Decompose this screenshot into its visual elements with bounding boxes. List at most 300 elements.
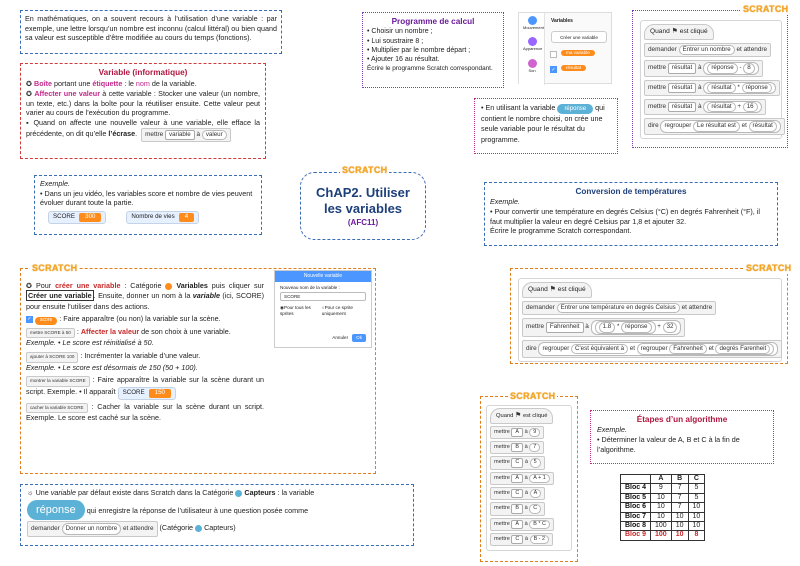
hat-text: Quand: [528, 286, 548, 293]
block-text: à: [524, 459, 529, 466]
bulb-icon: ☼: [27, 488, 36, 497]
t: variable: [192, 291, 220, 301]
table-cell: 100: [651, 521, 672, 530]
t: (ici, SCORE) pour ensuite l’utiliser dans des actions.: [26, 291, 264, 311]
op: +: [737, 102, 741, 110]
table-cell: 10: [671, 521, 688, 530]
ask-block[interactable]: [644, 43, 771, 57]
t: : Faire apparaître la variable sur la scène durant un script. Exemple. • Il apparaît: [26, 374, 264, 396]
table-row: [621, 512, 705, 521]
table-cell: 7: [671, 503, 688, 512]
conversion-text: Pour convertir une température en degrés Celsius (°C) en degrés Fahrenheit (°F), il faut multiplier la valeur en degré Celsius par 1,8 et ajouter 32.: [490, 206, 760, 226]
operand: 32: [663, 322, 678, 332]
value-field: 7: [529, 443, 540, 452]
say-block[interactable]: [644, 118, 785, 134]
ask-field: Donner un nombre: [62, 523, 122, 534]
scratch-logo: SCRATCH: [743, 4, 789, 14]
programme-footer: Écrire le programme Scratch correspondant.: [367, 64, 493, 72]
block-text: à: [697, 64, 702, 72]
value-field: B * C: [529, 520, 550, 529]
var-dropdown: C: [511, 489, 523, 498]
block-text: à: [524, 444, 528, 451]
palette-header: Variables: [551, 18, 573, 24]
b1-mid: portant une: [52, 79, 93, 89]
ask-field: Entrer un nombre: [679, 45, 735, 55]
var-dropdown: B: [511, 443, 523, 452]
block-text: mettre: [494, 520, 510, 527]
capteurs-box: [20, 484, 414, 546]
join-field: Le résultat est: [693, 121, 740, 131]
radio-icon: ○: [321, 304, 325, 310]
mettre-variable-block: [141, 128, 231, 142]
table-cell: 10: [651, 512, 672, 521]
value-field: B - 2: [530, 535, 549, 544]
block-text: à: [524, 505, 528, 512]
set-block[interactable]: [490, 441, 544, 454]
when-flag-hat[interactable]: [522, 282, 592, 298]
checkbox-icon[interactable]: [550, 51, 557, 58]
ask-block[interactable]: [522, 301, 716, 315]
category-mouvement[interactable]: [523, 16, 544, 30]
block-text: et: [629, 344, 635, 352]
block-text: à: [697, 102, 702, 110]
set-block[interactable]: [644, 80, 780, 96]
operand: 1.8: [599, 322, 616, 332]
when-flag-hat[interactable]: [490, 408, 553, 424]
conversion-label: Exemple.: [490, 197, 520, 207]
step-text: Lui soustraire 8 ;: [371, 37, 424, 45]
bullet-icon: ✪: [26, 88, 35, 98]
table-cell: 10: [688, 521, 705, 530]
note-post: qui contient le nombre choisi, on crée une seule variable pour le résultat du programme.: [481, 103, 605, 144]
t: puis cliquer sur: [207, 281, 264, 290]
block-text: regrouper: [542, 344, 570, 352]
var-dropdown: C: [511, 458, 523, 467]
block-text: et attendre: [122, 525, 154, 533]
block-text: mettre: [648, 102, 667, 110]
affecter-label: Affecter une valeur: [34, 88, 100, 98]
monitor-value: 150: [149, 389, 171, 398]
block-text: à: [697, 83, 702, 91]
vies-monitor: [126, 211, 199, 223]
t: Exemple. • Le score est désormais de 150 (50 + 100).: [26, 362, 198, 372]
table-header-cell: B: [671, 475, 688, 484]
block-text: à: [196, 130, 201, 138]
var-dropdown: résultat: [668, 63, 696, 73]
block-text: dire: [648, 122, 659, 130]
t: . Ensuite, donner un nom à la: [93, 291, 193, 301]
var-name: résultat: [566, 65, 582, 70]
radio-this-sprite[interactable]: [322, 305, 366, 317]
table-cell: Bloc 6: [621, 503, 651, 512]
set-score-block: mettre SCORE à 50: [26, 328, 75, 339]
block-text: demander: [648, 45, 677, 53]
table-header-cell: C: [688, 475, 705, 484]
green-flag-icon: ⚑: [515, 412, 522, 419]
block-text: à: [524, 428, 528, 435]
conversion-box: Conversion de températures Exemple. • Pour convertir une température en degrés Celsius (°C) en degrés Fahrenheit (°F), il faut multiplier la valeur en degré Celsius par 1,8 et ajouter 32. Écrire le programme Scratch correspondant.: [484, 182, 778, 246]
block-text: mettre: [494, 459, 510, 466]
table-row: [621, 484, 705, 493]
algo-table: [620, 474, 705, 541]
hat-text: est cliqué: [679, 28, 708, 35]
operator: [703, 101, 761, 113]
radio-checked-icon: ◉: [280, 304, 285, 310]
block-text: mettre: [494, 535, 510, 542]
example-box: Exemple. • Dans un jeu vidéo, les variables score et nombre de vies peuvent évoluer durant toute la partie. SCORE 300 Nombre de vies 4: [34, 175, 262, 235]
t: : Incrémenter la variable d’une valeur.: [80, 350, 201, 360]
operand: réponse: [621, 322, 651, 332]
block-text: et attendre: [681, 303, 713, 311]
boite-label: Boîte: [34, 79, 52, 89]
set-block[interactable]: [490, 456, 545, 469]
t: par défaut existe dans Scratch dans la Catégorie: [75, 488, 236, 497]
orange-circle-icon: [165, 283, 172, 290]
t: (Catégorie: [159, 523, 194, 533]
programme-box: [362, 12, 504, 88]
table-row: [621, 531, 705, 540]
var-dropdown: C: [511, 535, 523, 544]
table-cell: Bloc 8: [621, 521, 651, 530]
step-text: Choisir un nombre ;: [371, 28, 433, 36]
set-block-row: [490, 456, 568, 469]
category-son[interactable]: [523, 59, 541, 73]
var-dropdown: résultat: [668, 83, 696, 93]
table-cell: Bloc 4: [621, 484, 651, 493]
score-pill: score: [35, 317, 57, 324]
var-dropdown: B: [511, 504, 523, 513]
bullet-icon: ✪: [26, 79, 35, 89]
hat-text: Quand: [496, 413, 514, 419]
op: +: [657, 323, 661, 331]
page-title: [301, 185, 425, 218]
block-text: à: [524, 535, 529, 542]
dialog-title: Nouvelle variable: [275, 271, 371, 282]
set-block[interactable]: [490, 533, 553, 546]
input-value: SCORE: [284, 293, 301, 299]
step-text: Ajouter 16 au résultat.: [371, 56, 440, 64]
block-text: mettre: [145, 130, 164, 138]
value-field: C: [529, 504, 541, 513]
monitor-name: SCORE: [53, 213, 76, 221]
table-cell: 8: [688, 531, 705, 540]
set-block-row: [490, 472, 568, 485]
b3-text: Quand on affecte une nouvelle valeur à une variable, elle efface la précédente, on dit qu’elle: [26, 117, 261, 138]
join-block: [660, 120, 780, 132]
etapes-text: Déterminer la valeur de A, B et C à la fin de l’algorithme.: [597, 434, 740, 454]
t: variable: [50, 488, 76, 497]
table-cell: 10: [651, 493, 672, 502]
block-text: à: [524, 474, 528, 481]
table-row: [621, 503, 705, 512]
scratch-logo: SCRATCH: [746, 263, 792, 273]
block-text: mettre: [526, 323, 545, 331]
t: Capteurs): [204, 523, 236, 533]
b2-text: à cette variable : Stocker une valeur (un nombre, un texte, etc.) dans la boîte pour la réutiliser ensuite. Cette valeur peut varier au cours de l’exécution du programme.: [26, 88, 260, 118]
join-field: résultat: [749, 121, 777, 131]
circle-purple-icon: [528, 37, 537, 46]
ecrase-label: l’écrase: [108, 128, 136, 138]
block-text: mettre: [494, 474, 510, 481]
programme-step: • Ajouter 16 au résultat.: [367, 56, 440, 64]
btn-label: Créer une variable: [560, 35, 598, 40]
table-cell: 10: [671, 531, 688, 540]
reponse-note-box: • En utilisant la variable réponse qui contient le nombre choisi, on crée une seule variable pour le résultat du programme.: [474, 98, 618, 154]
table-cell: 100: [651, 531, 672, 540]
reponse-pill: réponse: [27, 500, 85, 521]
category-label: Mouvement: [523, 25, 544, 30]
change-score-block: ajouter à SCORE 100: [26, 352, 78, 363]
set-block-row: [490, 426, 568, 439]
operator: [703, 82, 776, 94]
var-dropdown: A: [511, 474, 523, 483]
block-text: mettre: [494, 428, 510, 435]
creer-btn-label: Créer une variable: [28, 291, 92, 301]
table-row: [621, 521, 705, 530]
example-label: Exemple.: [40, 179, 70, 188]
set-block[interactable]: [644, 99, 766, 115]
checkbox-checked-icon[interactable]: ✓: [551, 67, 556, 73]
set-block[interactable]: [644, 60, 763, 76]
note-pre: En utilisant la variable: [485, 103, 556, 112]
hat-text: est cliqué: [522, 413, 548, 419]
cancel-button[interactable]: Annuler: [332, 334, 349, 340]
nom-label: nom: [135, 79, 150, 89]
checkbox-checked-icon[interactable]: ✓: [27, 315, 32, 322]
var-pill[interactable]: [561, 65, 586, 71]
block-text: à: [524, 490, 529, 496]
ask-block: [27, 521, 158, 536]
set-block[interactable]: [522, 318, 685, 336]
script3-lines: [490, 426, 568, 546]
operand: résultat: [707, 102, 735, 112]
create-variable-button[interactable]: [551, 31, 607, 43]
operand: 16: [743, 102, 758, 112]
set-block[interactable]: [490, 502, 545, 515]
radio-label: Pour tous les sprites: [280, 304, 311, 317]
table-cell: 10: [651, 503, 672, 512]
conversion-footer: Écrire le programme Scratch correspondant.: [490, 226, 632, 236]
etapes-title: Étapes d’un algorithme: [636, 415, 728, 424]
circle-pink-icon: [528, 59, 537, 68]
block-text: demander: [31, 525, 60, 533]
var-dropdown: résultat: [668, 102, 696, 112]
table-cell: 7: [671, 493, 688, 502]
table-cell: Bloc 9: [621, 531, 651, 540]
var-dropdown: Fahrenheit: [546, 322, 584, 332]
programme-step: • Choisir un nombre ;: [367, 28, 433, 36]
ok-button[interactable]: Ok: [352, 334, 366, 342]
say-block[interactable]: [522, 340, 782, 358]
palette-panel: [518, 12, 612, 84]
green-flag-icon: ⚑: [671, 28, 678, 35]
valeur-field: valeur: [202, 130, 227, 140]
blue-circle-icon: [235, 490, 242, 497]
when-flag-hat[interactable]: [644, 24, 714, 40]
intro-box: [20, 10, 282, 54]
set-block-row: [490, 487, 568, 500]
value-field: A + 1: [529, 474, 549, 483]
block-text: demander: [526, 303, 555, 311]
monitor-name: SCORE: [122, 388, 145, 396]
radio-label: Pour ce sprite uniquement: [321, 304, 353, 317]
example-text: Dans un jeu vidéo, les variables score et nombre de vies peuvent évoluer durant toute la partie.: [40, 188, 253, 208]
affecter-label: Affecter la valeur: [80, 326, 140, 336]
operator: [595, 321, 656, 333]
join-block: [538, 342, 778, 356]
t: de son choix à une variable.: [139, 326, 231, 336]
set-block[interactable]: [490, 472, 554, 485]
variable-dropdown: variable: [165, 130, 195, 140]
value-field: A: [530, 489, 542, 498]
course-code: (AFC11): [347, 217, 379, 227]
block-text: et attendre: [736, 45, 768, 53]
set-block-row: [490, 502, 568, 515]
monitor-value: 4: [179, 213, 194, 221]
var-dropdown: A: [511, 520, 523, 529]
block-text: à: [524, 520, 528, 527]
variable-name-input[interactable]: [280, 292, 366, 301]
table-body: [621, 484, 705, 540]
table-header-cell: A: [651, 475, 672, 484]
var-name: ma variable: [566, 50, 590, 55]
show-variable-block: montrer la variable SCORE: [26, 376, 90, 387]
category-label: Apparence: [523, 46, 543, 51]
operand: résultat: [707, 83, 735, 93]
var-pill[interactable]: [561, 50, 595, 56]
set-block-row: [490, 441, 568, 454]
category-label: Son: [528, 68, 536, 73]
block-text: dire: [526, 344, 537, 352]
t: : Cacher la variable sur la scène durant un script. Exemple. Le score est caché sur la scène.: [26, 401, 264, 423]
table-cell: 7: [671, 484, 688, 493]
creer-label: créer une variable: [55, 281, 121, 290]
t: Variables: [176, 281, 208, 290]
set-block-row: [490, 518, 568, 531]
table-row: [621, 493, 705, 502]
block-text: à: [585, 323, 589, 331]
set-block[interactable]: [490, 487, 545, 500]
op: -: [739, 64, 742, 72]
ask-field: Entrer une température en degrés Celsius: [557, 303, 680, 313]
square-bullet-icon: ▪: [26, 117, 34, 127]
radio-all-sprites[interactable]: [280, 305, 316, 317]
score-monitor: [48, 211, 106, 223]
script1: [640, 20, 782, 139]
dialog-label: Nouveau nom de la variable :: [280, 284, 340, 290]
table-header-cell: [621, 475, 651, 484]
new-variable-dialog: [274, 270, 372, 348]
hat-text: est cliqué: [557, 286, 586, 293]
variable-title: Variable (informatique): [98, 68, 188, 77]
hat-text: Quand: [650, 28, 670, 35]
operand: réponse: [742, 83, 772, 93]
category-apparence[interactable]: [523, 37, 541, 51]
value-field: 9: [529, 428, 540, 437]
block-text: mettre: [648, 83, 667, 91]
t: Une: [35, 488, 51, 497]
title-line2: les variables: [323, 201, 403, 217]
table-cell: Bloc 7: [621, 512, 651, 521]
block-text: mettre: [494, 444, 510, 451]
set-block[interactable]: [490, 518, 554, 531]
t: Exemple. • Le score est réinitialisé à 50.: [26, 338, 154, 348]
programme-step: • Multiplier par le nombre départ ;: [367, 46, 471, 54]
operand: 8: [743, 63, 754, 73]
operator: [591, 320, 682, 334]
t: : Catégorie: [120, 281, 166, 290]
monitor-name: Nombre de vies: [131, 213, 175, 221]
b1-end: de la variable.: [149, 79, 197, 89]
table-cell: 5: [688, 493, 705, 502]
blue-circle-icon: [195, 525, 202, 532]
programme-title: Programme de calcul: [391, 17, 475, 26]
block-text: mettre: [494, 490, 510, 496]
etiquette-label: étiquette: [92, 79, 123, 89]
block-text: regrouper: [640, 344, 668, 352]
b1-mid2: : le: [122, 79, 136, 89]
join-block: [637, 343, 775, 355]
bullet-icon: ✪: [26, 281, 36, 290]
join-field: degrés Farenheit: [715, 344, 770, 354]
block-text: mettre: [648, 64, 667, 72]
hide-variable-block: cacher la variable SCORE: [26, 403, 88, 414]
set-block[interactable]: [490, 426, 544, 439]
title-line1: ChAP2. Utiliser: [316, 185, 410, 200]
algo-table-wrap: [620, 474, 705, 541]
set-block-row: [490, 533, 568, 546]
t: Pour: [35, 281, 56, 290]
value-field: 5: [530, 458, 541, 467]
t: : la variable: [275, 488, 315, 497]
script3: [486, 405, 572, 551]
creer-text: ✪ Pour créer une variable : Catégorie Variables puis cliquer sur Créer une variable . Ensuite, donner un nom à la variable (ici, SCORE) pour ensuite l’utiliser dans des actions. ✓ score : Faire apparaître (ou non) la variable sur la scène. mettre SCORE à 50 : Affecter la valeur de son choix à une variable. Exemple. • Le score est réinitialisé à 50. ajouter à SCORE 100 : Incrémenter la variable d’une valeur. Exemple. • Le score est désormais de 150 (50 + 100). montrer la variable SCORE : Faire apparaître la variable sur la scène durant un script. Exemple. • Il apparaît SCORE 150 cacher la variable SCORE : Cacher la variable sur la scène durant un script. Exemple. Le score est caché sur la scène.: [26, 281, 264, 423]
programme-step: • Lui soustraire 8 ;: [367, 37, 424, 45]
center-title-box: [300, 172, 426, 240]
script2: [518, 278, 782, 362]
table-cell: 10: [688, 503, 705, 512]
block-text: regrouper: [664, 122, 692, 130]
table-cell: 10: [671, 512, 688, 521]
t: Capteurs: [244, 488, 276, 497]
reponse-pill: réponse: [557, 104, 593, 114]
scratch-logo: SCRATCH: [32, 263, 78, 273]
t: qui enregistre la réponse de l’utilisateur à une question posée comme: [86, 505, 309, 515]
join-field: Fahrenheit: [669, 344, 707, 354]
table-cell: 10: [688, 512, 705, 521]
step-text: Multiplier par le nombre départ ;: [371, 46, 471, 54]
table-cell: Bloc 5: [621, 493, 651, 502]
block-text: et: [708, 344, 714, 352]
table-cell: 9: [651, 484, 672, 493]
etapes-label: Exemple.: [597, 425, 627, 435]
etapes-box: Étapes d’un algorithme Exemple. • Déterminer la valeur de A, B et C à la fin de l’algorithme.: [590, 410, 774, 464]
block-text: et: [741, 122, 747, 130]
green-flag-icon: ⚑: [549, 286, 556, 293]
operator: [703, 62, 758, 74]
intro-text: En mathématiques, on a souvent recours à l’utilisation d’une variable : par exemple, une lettre lorsqu’un nombre est inconnu (calcul littéral) ou bien quand sa valeur est susceptible d’être modifiée au cours du temps (fonctions).: [25, 14, 277, 43]
block-text: mettre: [494, 505, 510, 512]
op: *: [616, 323, 620, 331]
scratch-logo: SCRATCH: [510, 391, 556, 401]
variable-box: Variable (informatique) ✪ Boîte portant une étiquette : le nom de la variable. ✪ Affecter une valeur à cette variable : Stocker une valeur (un nombre, un texte, etc.) dans la boîte pour la réutiliser ensuite. Cette valeur peut varier au cours de l’exécution du programme. ▪ Quand on affecte une nouvelle valeur à une variable, elle efface la précédente, on dit qu’elle l’écrase. mettre variable à valeur: [20, 63, 266, 159]
join-field: C'est équivalent à: [571, 344, 628, 354]
monitor-value: 300: [79, 213, 101, 221]
op: *: [737, 83, 740, 91]
scratch-logo-center: SCRATCH: [342, 165, 388, 175]
operand: réponse: [707, 63, 737, 73]
table-cell: 5: [688, 484, 705, 493]
